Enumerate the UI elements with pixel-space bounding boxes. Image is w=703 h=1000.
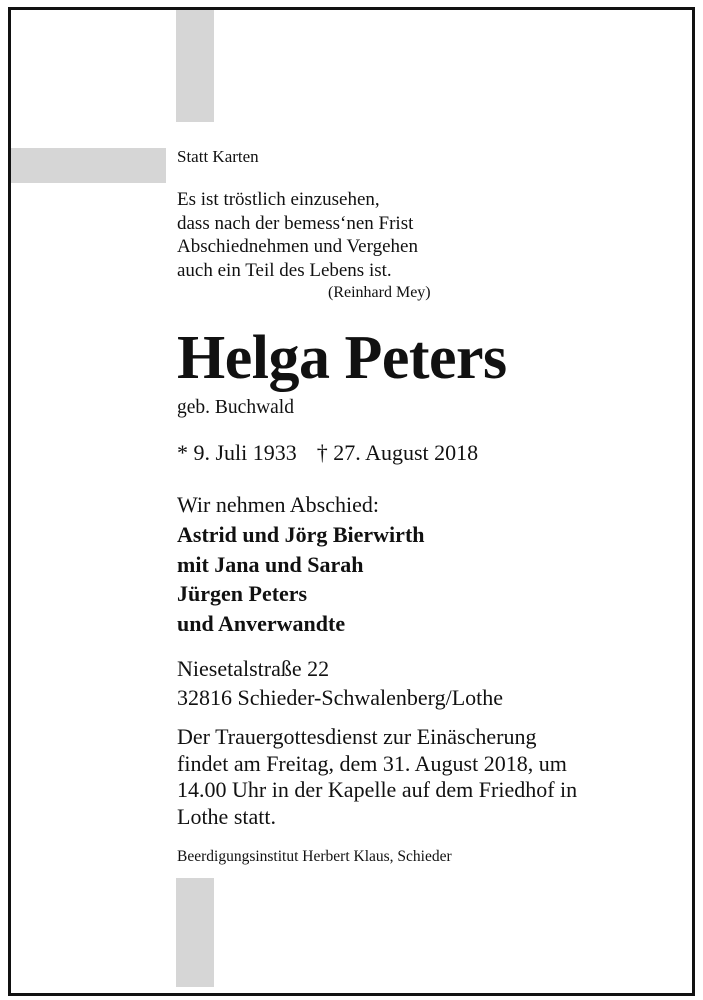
verse-line: Es ist tröstlich einzusehen, — [177, 189, 380, 210]
address-street: Niesetalstraße 22 — [177, 656, 330, 681]
mourner-names — [177, 520, 425, 638]
service-line: 14.00 Uhr in der Kapelle auf dem Friedhof in — [177, 777, 578, 802]
deceased-name: Helga Peters — [177, 324, 507, 392]
address-city: 32816 Schieder-Schwalenberg/Lothe — [177, 685, 504, 710]
verse-line: dass nach der bemess‘nen Frist — [177, 212, 414, 234]
cross-arm-bar — [11, 148, 166, 183]
birth-name: geb. Buchwald — [177, 397, 294, 418]
mourner-line: und Anverwandte — [177, 610, 346, 636]
mourner-line: Jürgen Peters — [177, 581, 308, 606]
mourner-line: Astrid und Jörg Bierwirth — [177, 522, 425, 547]
cross-top-bar — [176, 10, 214, 122]
verse-author: (Reinhard Mey) — [328, 284, 431, 301]
verse-line: Abschiednehmen und Vergehen — [177, 236, 418, 257]
cross-bottom-bar — [176, 878, 214, 987]
service-line: findet am Freitag, dem 31. August 2018, um — [177, 750, 567, 776]
life-dates — [177, 440, 478, 466]
service-line: Lothe statt. — [177, 803, 276, 829]
farewell-intro: Wir nehmen Abschied: — [177, 492, 379, 517]
verse — [177, 188, 418, 282]
mourner-line: mit Jana und Sarah — [177, 551, 364, 577]
undertaker: Beerdigungsinstitut Herbert Klaus, Schieder — [177, 848, 452, 865]
service-line: Der Trauergottesdienst zur Einäscherung — [177, 724, 537, 749]
verse-line: auch ein Teil des Lebens ist. — [177, 259, 392, 281]
header-statt-karten: Statt Karten — [177, 147, 259, 166]
birth-date: * 9. Juli 1933 — [177, 440, 297, 465]
address — [177, 654, 503, 712]
death-date: † 27. August 2018 — [316, 440, 479, 465]
service-info — [177, 724, 577, 830]
